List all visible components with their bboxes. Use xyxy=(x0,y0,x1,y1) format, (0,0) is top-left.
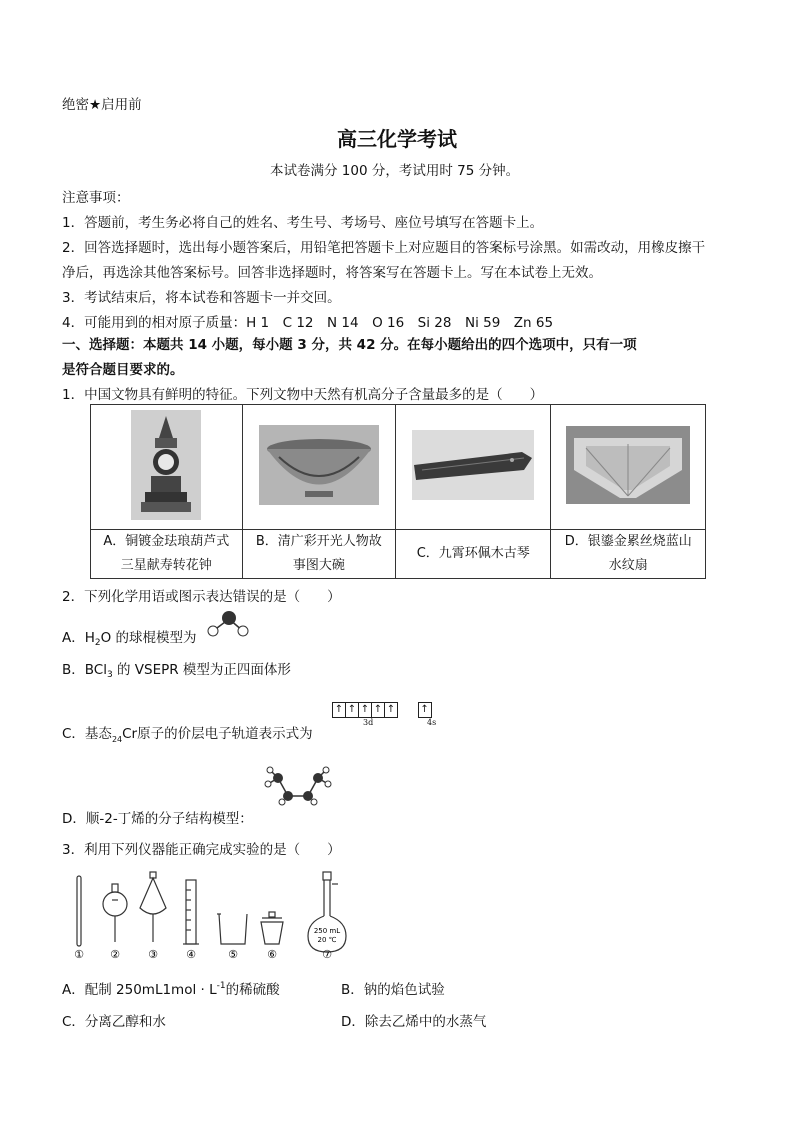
section-heading-line1: 一、选择题：本题共 14 小题，每小题 3 分，共 42 分。在每小题给出的四个选项中，只有一项 xyxy=(62,337,637,353)
lab-apparatus-figure xyxy=(62,870,362,962)
fan-image xyxy=(566,426,690,504)
note-item: 4．可能用到的相对原子质量：H 1 C 12 N 14 O 16 Si 28 Ni 59 Zn 65 xyxy=(62,315,554,331)
note-item: 净后，再选涂其他答案标号。回答非选择题时，将答案写在答题卡上。写在本试卷上无效。 xyxy=(62,265,602,281)
relic-image-cell xyxy=(551,405,706,530)
apparatus-label: ⑤ xyxy=(228,948,238,961)
guqin-image xyxy=(412,430,534,500)
crucible-icon xyxy=(261,912,283,944)
notes-heading: 注意事项： xyxy=(62,190,130,206)
q2-option-c: C．基态$_{24}$Cr原子的价层电子轨道表示式为 xyxy=(62,726,313,744)
q3-option-a: A．配制 $250mL1mol \cdot L^{-1}$的稀硫酸 xyxy=(62,981,280,998)
cis-2-butene-model xyxy=(262,764,334,808)
flask-temp-label: 20 ℃ xyxy=(317,936,337,944)
glass-rod-icon xyxy=(77,876,81,946)
orbital-box: ↑ xyxy=(345,702,359,718)
orbital-box: ↑ xyxy=(418,702,432,718)
relic-image-cell xyxy=(91,405,243,530)
option-c-caption: C．九霄环佩木古琴 xyxy=(396,530,551,579)
bowl-image xyxy=(259,425,379,505)
apparatus-label: ③ xyxy=(148,948,158,961)
orbital-box: ↑ xyxy=(358,702,372,718)
orbital-box: ↑ xyxy=(332,702,346,718)
apparatus-label: ① xyxy=(74,948,84,961)
beaker-icon xyxy=(217,914,247,944)
water-ball-stick-model xyxy=(205,609,251,639)
relics-table xyxy=(90,404,706,579)
orbital-label-4s: 4s xyxy=(427,718,437,727)
orbital-box: ↑ xyxy=(371,702,385,718)
apparatus-label: ⑦ xyxy=(322,948,332,961)
secret-label: 绝密★启用前 xyxy=(62,97,142,113)
q2-option-d: D．顺-2-丁烯的分子结构模型： xyxy=(62,811,253,827)
option-d-caption: D．银鎏金累丝烧蓝山 水纹扇 xyxy=(551,530,706,579)
flask-volume-label: 250 mL xyxy=(313,927,341,935)
note-item: 2．回答选择题时，选出每小题答案后，用铅笔把答题卡上对应题目的答案标号涂黑。如需改动，用橡皮擦干 xyxy=(62,240,706,256)
orbital-label-3d: 3d xyxy=(363,718,374,727)
section-heading-line2: 是符合题目要求的。 xyxy=(62,362,184,378)
relic-image-cell xyxy=(242,405,395,530)
note-item: 1．答题前，考生务必将自己的姓名、考生号、考场号、座位号填写在答题卡上。 xyxy=(62,215,544,231)
option-a-caption: A．铜镀金珐琅葫芦式 三星献寿转花钟 xyxy=(91,530,243,579)
graduated-cylinder-icon xyxy=(183,880,199,944)
clock-image xyxy=(131,410,201,520)
apparatus-label: ⑥ xyxy=(267,948,277,961)
page-title: 高三化学考试 xyxy=(337,127,457,151)
q3-option-d: D．除去乙烯中的水蒸气 xyxy=(341,1014,487,1030)
question-1-stem: 1．中国文物具有鲜明的特征。下列文物中天然有机高分子含量最多的是（ ） xyxy=(62,387,544,403)
q2-option-a: A．$H_2O$ 的球棍模型为 xyxy=(62,630,197,648)
orbital-box: ↑ xyxy=(384,702,398,718)
relic-image-cell xyxy=(396,405,551,530)
q3-option-b: B．钠的焰色试验 xyxy=(341,982,445,998)
apparatus-label: ④ xyxy=(186,948,196,961)
apparatus-label: ② xyxy=(110,948,120,961)
question-3-stem: 3．利用下列仪器能正确完成实验的是（ ） xyxy=(62,842,341,858)
note-item: 3．考试结束后，将本试卷和答题卡一并交回。 xyxy=(62,290,341,306)
question-2-stem: 2．下列化学用语或图示表达错误的是（ ） xyxy=(62,589,341,605)
q3-option-c: C．分离乙醇和水 xyxy=(62,1014,166,1030)
exam-subtitle: 本试卷满分 100 分，考试用时 75 分钟。 xyxy=(270,163,520,179)
q2-option-b: B．BCl$_3$ 的 VSEPR 模型为正四面体形 xyxy=(62,662,291,680)
separatory-funnel-round-icon xyxy=(103,884,127,942)
orbital-diagram xyxy=(332,700,431,718)
option-b-caption: B．清广彩开光人物故 事图大碗 xyxy=(242,530,395,579)
separatory-funnel-pear-icon xyxy=(140,872,166,942)
